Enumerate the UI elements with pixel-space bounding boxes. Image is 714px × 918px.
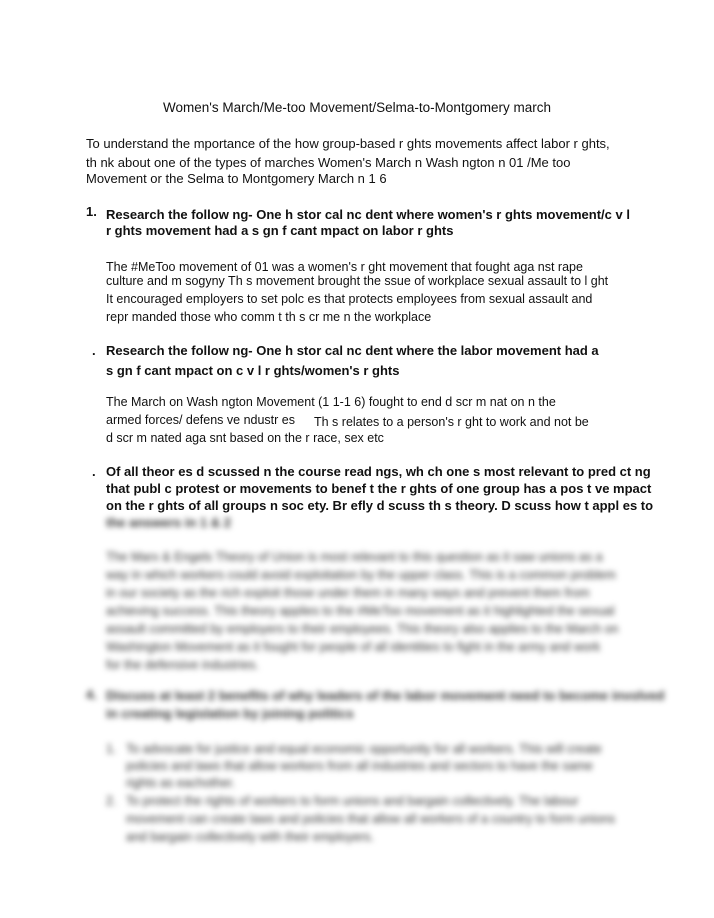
question-number: 4. [86,687,97,702]
question-text: Of all theor es d scussed n the course read ngs, wh ch one s most relevant to pred ct ng [106,464,651,479]
question-text: s gn f cant mpact on c v l r ghts/women's r ghts [106,363,400,378]
list-item-line: and bargain collectively with their employers. [126,830,375,844]
question-text: on the r ghts of all groups n soc ety. Br efly d scuss th s theory. D scuss how t appl es to [106,498,654,513]
question-number: . [92,464,96,479]
question-text: Discuss at least 2 benefits of why leaders of the labor movement need to become involved [106,688,665,703]
list-item-number: 1. [106,742,117,756]
question-text: Research the follow ng- One h stor cal nc dent where women's r ghts movement/c v l [106,207,630,222]
question-number: 1. [86,204,97,219]
answer-line: in our society as the rich exploit those under them in many ways and prevent them from [106,586,590,600]
question-text: the answers in 1 & 2 [106,515,231,530]
answer-line: The #MeToo movement of 01 was a women's r ght movement that fought aga nst rape [106,260,583,274]
answer-line: armed forces/ defens ve ndustr es [106,413,295,427]
answer-line: The Marx & Engels Theory of Union is most relevant to this question as it saw unions as a [106,550,603,564]
list-item-line: policies and laws that allow workers from all industries and sectors to have the same [126,759,593,773]
question-number: . [92,343,96,358]
question-text: r ghts movement had a s gn f cant mpact on labor r ghts [106,223,454,238]
answer-line: culture and m sogyny Th s movement brought the ssue of workplace sexual assault to l ght [106,274,609,288]
question-text: in creating legislation by joining politics [106,706,354,721]
answer-line: d scr m nated aga snt based on the r race, sex etc [106,431,384,445]
answer-line: achieving success. This theory applies to the #MeToo movement as it highlighted the sexual [106,604,615,618]
intro-line: th nk about one of the types of marches Women's March n Wash ngton n 01 /Me too [86,155,571,170]
answer-line: Th s relates to a person's r ght to work and not be [314,415,589,429]
answer-line: The March on Wash ngton Movement (1 1-1 6) fought to end d scr m nat on n the [106,395,556,409]
list-item-line: rights as eachother. [126,776,236,790]
document-title: Women's March/Me-too Movement/Selma-to-Montgomery march [163,100,551,115]
answer-line: assault committed by employers to their employees. This theory also applies to the March on [106,622,619,636]
list-item-line: movement can create laws and policies that allow all workers of a country to form unions [126,812,616,826]
answer-line: Washington Movement as it fought for people of all identities to fight in the army and work [106,640,601,654]
answer-line: for the defensive industries. [106,658,259,672]
answer-line: It encouraged employers to set polc es that protects employees from sexual assault and [106,292,593,306]
answer-line: repr manded those who comm t th s cr me n the workplace [106,310,432,324]
list-item-number: 2. [106,794,117,808]
list-item-line: To advocate for justice and equal economic opportunity for all workers. This will create [126,742,602,756]
question-text: that publ c protest or movements to benef t the r ghts of one group has a pos t ve mpact [106,481,652,496]
question-text: Research the follow ng- One h stor cal nc dent where the labor movement had a [106,343,599,358]
answer-line: way in which workers could avoid exploitation by the upper class. This is a common problem [106,568,616,582]
intro-line: Movement or the Selma to Montgomery March n 1 6 [86,171,387,186]
list-item-line: To protect the rights of workers to form unions and bargain collectively. The labour [126,794,579,808]
intro-line: To understand the mportance of the how group-based r ghts movements affect labor r ghts, [86,136,610,151]
